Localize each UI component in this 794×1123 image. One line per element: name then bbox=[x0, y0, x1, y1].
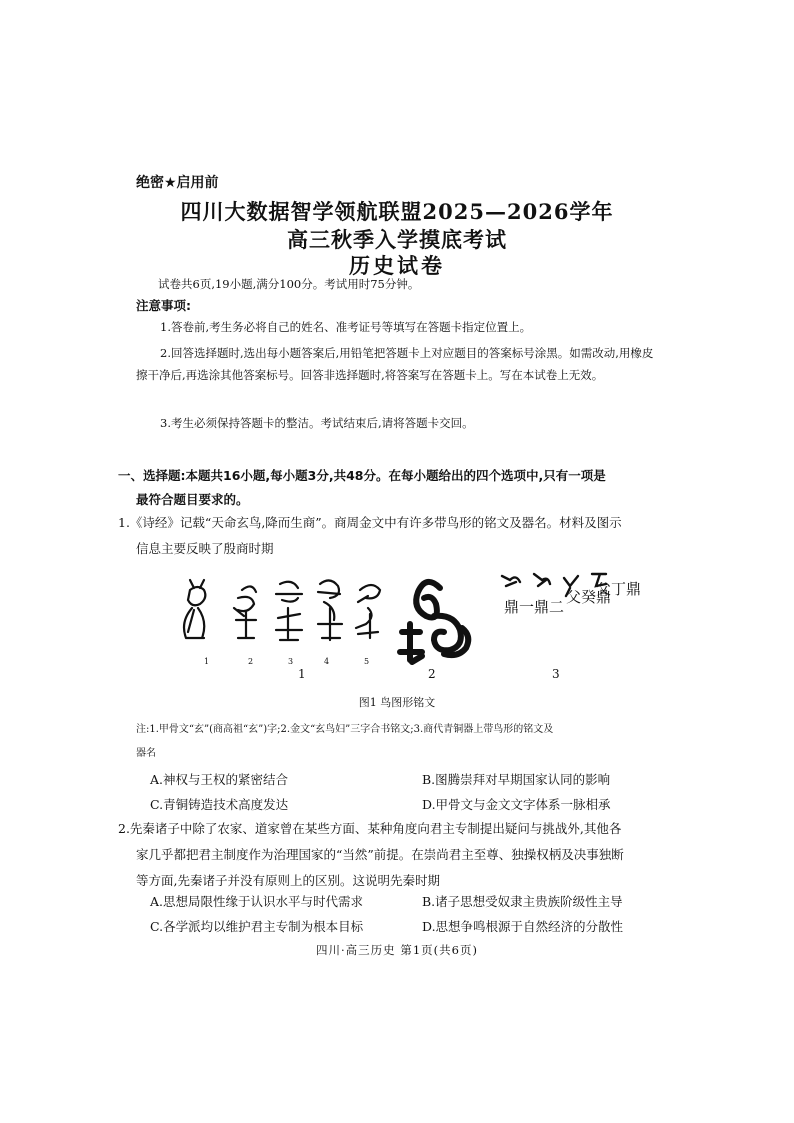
question-2-line1: 2.先秦诸子中除了农家、道家曾在某些方面、某种角度向君主专制提出疑问与挑战外,其他各 bbox=[118, 821, 622, 836]
q1-option-d[interactable]: D.甲骨文与金文文字体系一脉相承 bbox=[422, 797, 611, 812]
q2-option-c[interactable]: C.各学派均以维护君主专制为根本目标 bbox=[150, 919, 364, 934]
section-heading-line2: 最符合题目要求的。 bbox=[136, 492, 249, 507]
oracle-glyph-2 bbox=[234, 586, 256, 638]
glyph-sub-4: 4 bbox=[324, 657, 330, 666]
figure-caption: 图1 鸟图形铭文 bbox=[358, 696, 436, 709]
section-heading-line1: 一、选择题:本题共16小题,每小题3分,共48分。在每小题给出的四个选项中,只有一项是 bbox=[118, 468, 606, 483]
q1-option-a[interactable]: A.神权与王权的紧密结合 bbox=[150, 772, 289, 787]
figure-group-label-3: 3 bbox=[552, 667, 560, 681]
page-footer: 四川·高三历史 第1页(共6页) bbox=[316, 943, 478, 957]
q1-option-c[interactable]: C.青铜铸造技术高度发达 bbox=[150, 797, 289, 812]
inscription-fu-ding-ding bbox=[596, 580, 641, 598]
figure-group-label-1: 1 bbox=[298, 667, 306, 681]
notice-item-1: 1.答卷前,考生务必将自己的姓名、准考证号等填写在答题卡指定位置上。 bbox=[160, 320, 532, 334]
question-1-line2: 信息主要反映了殷商时期 bbox=[136, 541, 274, 556]
glyph-sub-5: 5 bbox=[364, 657, 370, 666]
figure-group-label-2: 2 bbox=[428, 667, 436, 681]
figure-note bbox=[136, 718, 668, 766]
figure-note-line2: 器名 bbox=[136, 748, 156, 759]
oracle-glyph-4 bbox=[318, 580, 342, 640]
question-1-line1: 1.《诗经》记载“天命玄鸟,降而生商”。商周金文中有许多带鸟形的铭文及器名。材料及图示 bbox=[118, 515, 622, 530]
notice-item-2: 2.回答选择题时,选出每小题答案后,用铅笔把答题卡上对应题目的答案标号涂黑。如需改动,用橡皮擦干净后,再选涂其他答案标号。回答非选择题时,将答案写在答题卡上。写在本试卷上无效。 bbox=[136, 346, 654, 382]
oracle-glyph-3 bbox=[276, 582, 302, 640]
subject-title: 历史试卷 bbox=[349, 253, 445, 278]
q2-option-a[interactable]: A.思想局限性缘于认识水平与时代需求 bbox=[150, 894, 364, 909]
figure-note-line1: 注:1.甲骨文“玄”(商高祖“玄”)字;2.金文“玄鸟妇”三字合书铭文;3.商代青铜器上带鸟形的铭文及 bbox=[136, 724, 554, 735]
glyph-sub-1: 1 bbox=[204, 657, 210, 666]
inscription-fu-gui-ding-text: 父癸鼎 bbox=[566, 588, 612, 606]
inscription-fu-ding-ding-text: 父丁鼎 bbox=[596, 580, 642, 598]
question-2-line3: 等方面,先秦诸子并没有原则上的区别。这说明先秦时期 bbox=[136, 873, 440, 888]
glyph-sub-3: 3 bbox=[288, 657, 294, 666]
exam-title-line1: 四川大数据智学领航联盟2025—2026学年 bbox=[180, 199, 614, 224]
exam-title-line2: 高三秋季入学摸底考试 bbox=[287, 227, 507, 252]
exam-info: 试卷共6页,19小题,满分100分。考试用时75分钟。 bbox=[158, 277, 420, 291]
glyph-sub-2: 2 bbox=[248, 657, 254, 666]
bird-inscription-figure bbox=[172, 568, 642, 681]
inscription-ding-two bbox=[534, 598, 564, 616]
question-2-stem bbox=[118, 816, 678, 894]
notice-heading: 注意事项: bbox=[136, 298, 191, 313]
group-3-inscriptions bbox=[504, 580, 641, 616]
q2-option-b[interactable]: B.诸子思想受奴隶主贵族阶级性主导 bbox=[422, 894, 623, 909]
inscription-ding-two-text: 鼎二 bbox=[534, 598, 565, 616]
inscription-ding-one bbox=[504, 598, 534, 616]
confidential-label: 绝密★启用前 bbox=[136, 175, 219, 191]
oracle-glyph-5 bbox=[356, 585, 380, 638]
group-1-glyphs bbox=[184, 580, 380, 640]
q2-option-d[interactable]: D.思想争鸣根源于自然经济的分散性 bbox=[422, 919, 624, 934]
notice-item-3: 3.考生必须保持答题卡的整洁。考试结束后,请将答题卡交回。 bbox=[160, 416, 474, 430]
question-2-line2: 家几乎都把君主制度作为治理国家的“当然”前提。在崇尚君主至尊、独操权柄及决事独断 bbox=[136, 847, 624, 862]
oracle-glyph-1 bbox=[184, 580, 205, 638]
inscription-ding-one-text: 鼎一 bbox=[504, 598, 535, 616]
q1-option-b[interactable]: B.图腾崇拜对早期国家认同的影响 bbox=[422, 772, 611, 787]
question-1-stem bbox=[118, 510, 678, 562]
section-heading bbox=[118, 464, 666, 512]
bronze-inscription-glyph bbox=[400, 582, 468, 662]
